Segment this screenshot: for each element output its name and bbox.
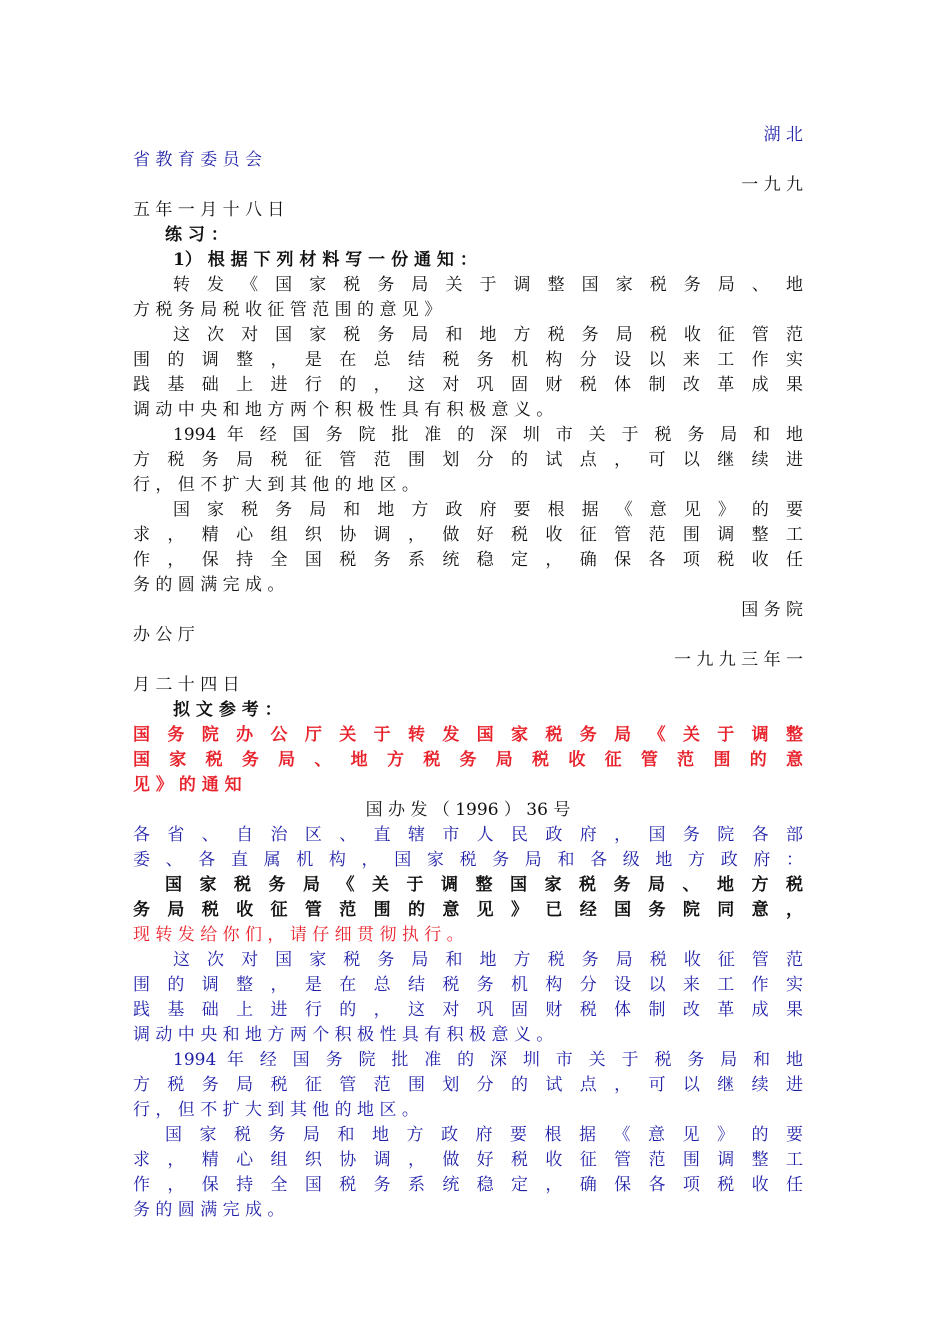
text-line: 1994 年 经 国 务 院 批 准 的 深 圳 市 关 于 税 务 局 和 地: [173, 1050, 803, 1070]
text-line: 作 ， 保 持 全 国 税 务 系 统 稳 定 ， 确 保 各 项 税 收 任: [133, 550, 803, 570]
text-line: 转 发 《 国 家 税 务 局 关 于 调 整 国 家 税 务 局 、 地: [173, 275, 803, 295]
text-line: 拟 文 参 考 ：: [173, 700, 282, 720]
text-line: 务 的 圆 满 完 成 。: [133, 575, 285, 595]
text-line: 委 、 各 直 属 机 构 ， 国 家 税 务 局 和 各 级 地 方 政 府 ：: [133, 850, 803, 870]
text-line: 各 省 、 自 治 区 、 直 辖 市 人 民 政 府 ， 国 务 院 各 部: [133, 825, 803, 845]
text-line: 求 ， 精 心 组 织 协 调 ， 做 好 税 收 征 管 范 围 调 整 工: [133, 1150, 803, 1170]
text-line: 国 家 税 务 局 和 地 方 政 府 要 根 据 《 意 见 》 的 要: [165, 1125, 803, 1145]
text-line: 国 家 税 务 局 和 地 方 政 府 要 根 据 《 意 见 》 的 要: [173, 500, 803, 520]
text-line: 方 税 务 局 税 征 管 范 围 划 分 的 试 点 ， 可 以 继 续 进: [133, 450, 803, 470]
text-line: 国 家 税 务 局 《 关 于 调 整 国 家 税 务 局 、 地 方 税: [165, 875, 803, 895]
document-body: [133, 123, 803, 1223]
text-line: 调 动 中 央 和 地 方 两 个 积 极 性 具 有 积 极 意 义 。: [133, 1025, 554, 1045]
text-line: 见 》 的 通 知: [133, 775, 242, 795]
text-line: 现 转 发 给 你 们 ， 请 仔 细 贯 彻 执 行 。: [133, 925, 464, 945]
text-line: 1） 根 据 下 列 材 料 写 一 份 通 知 ：: [173, 250, 477, 270]
text-line: 1994 年 经 国 务 院 批 准 的 深 圳 市 关 于 税 务 局 和 地: [173, 425, 803, 445]
text-line: 国 务 院 办 公 厅 关 于 转 发 国 家 税 务 局 《 关 于 调 整: [133, 725, 803, 745]
text-line: 一 九 九 三 年 一: [673, 650, 803, 670]
text-line: 行 ， 但 不 扩 大 到 其 他 的 地 区 。: [133, 475, 419, 495]
text-line: 调 动 中 央 和 地 方 两 个 积 极 性 具 有 积 极 意 义 。: [133, 400, 554, 420]
text-line: 国 家 税 务 局 、 地 方 税 务 局 税 收 征 管 范 围 的 意: [133, 750, 803, 770]
text-line: 围 的 调 整 ， 是 在 总 结 税 务 机 构 分 设 以 来 工 作 实: [133, 350, 803, 370]
text-line: 月 二 十 四 日: [133, 675, 240, 695]
text-line: 五 年 一 月 十 八 日: [133, 200, 285, 220]
text-line: 湖 北: [763, 125, 803, 145]
text-line: 方 税 务 局 税 征 管 范 围 划 分 的 试 点 ， 可 以 继 续 进: [133, 1075, 803, 1095]
text-line: 这 次 对 国 家 税 务 局 和 地 方 税 务 局 税 收 征 管 范: [173, 325, 803, 345]
text-line: 方 税 务 局 税 收 征 管 范 围 的 意 见 》: [133, 300, 442, 320]
text-line: 求 ， 精 心 组 织 协 调 ， 做 好 税 收 征 管 范 围 调 整 工: [133, 525, 803, 545]
text-line: 行 ， 但 不 扩 大 到 其 他 的 地 区 。: [133, 1100, 419, 1120]
text-line: 践 基 础 上 进 行 的 ， 这 对 巩 固 财 税 体 制 改 革 成 果: [133, 1000, 803, 1020]
text-line: 这 次 对 国 家 税 务 局 和 地 方 税 务 局 税 收 征 管 范: [173, 950, 803, 970]
text-line: 作 ， 保 持 全 国 税 务 系 统 稳 定 ， 确 保 各 项 税 收 任: [133, 1175, 803, 1195]
text-line: 办 公 厅: [133, 625, 195, 645]
text-line: 省 教 育 委 员 会: [133, 150, 263, 170]
text-line: 一 九 九: [741, 175, 803, 195]
text-line: 练 习 ：: [165, 225, 228, 245]
text-line: 务 局 税 收 征 管 范 围 的 意 见 》 已 经 国 务 院 同 意 ，: [133, 900, 803, 920]
text-line: 围 的 调 整 ， 是 在 总 结 税 务 机 构 分 设 以 来 工 作 实: [133, 975, 803, 995]
text-line: 践 基 础 上 进 行 的 ， 这 对 巩 固 财 税 体 制 改 革 成 果: [133, 375, 803, 395]
text-line: 国 办 发 （ 1996 ） 36 号: [365, 800, 571, 820]
text-line: 务 的 圆 满 完 成 。: [133, 1200, 285, 1220]
text-line: 国 务 院: [741, 600, 803, 620]
